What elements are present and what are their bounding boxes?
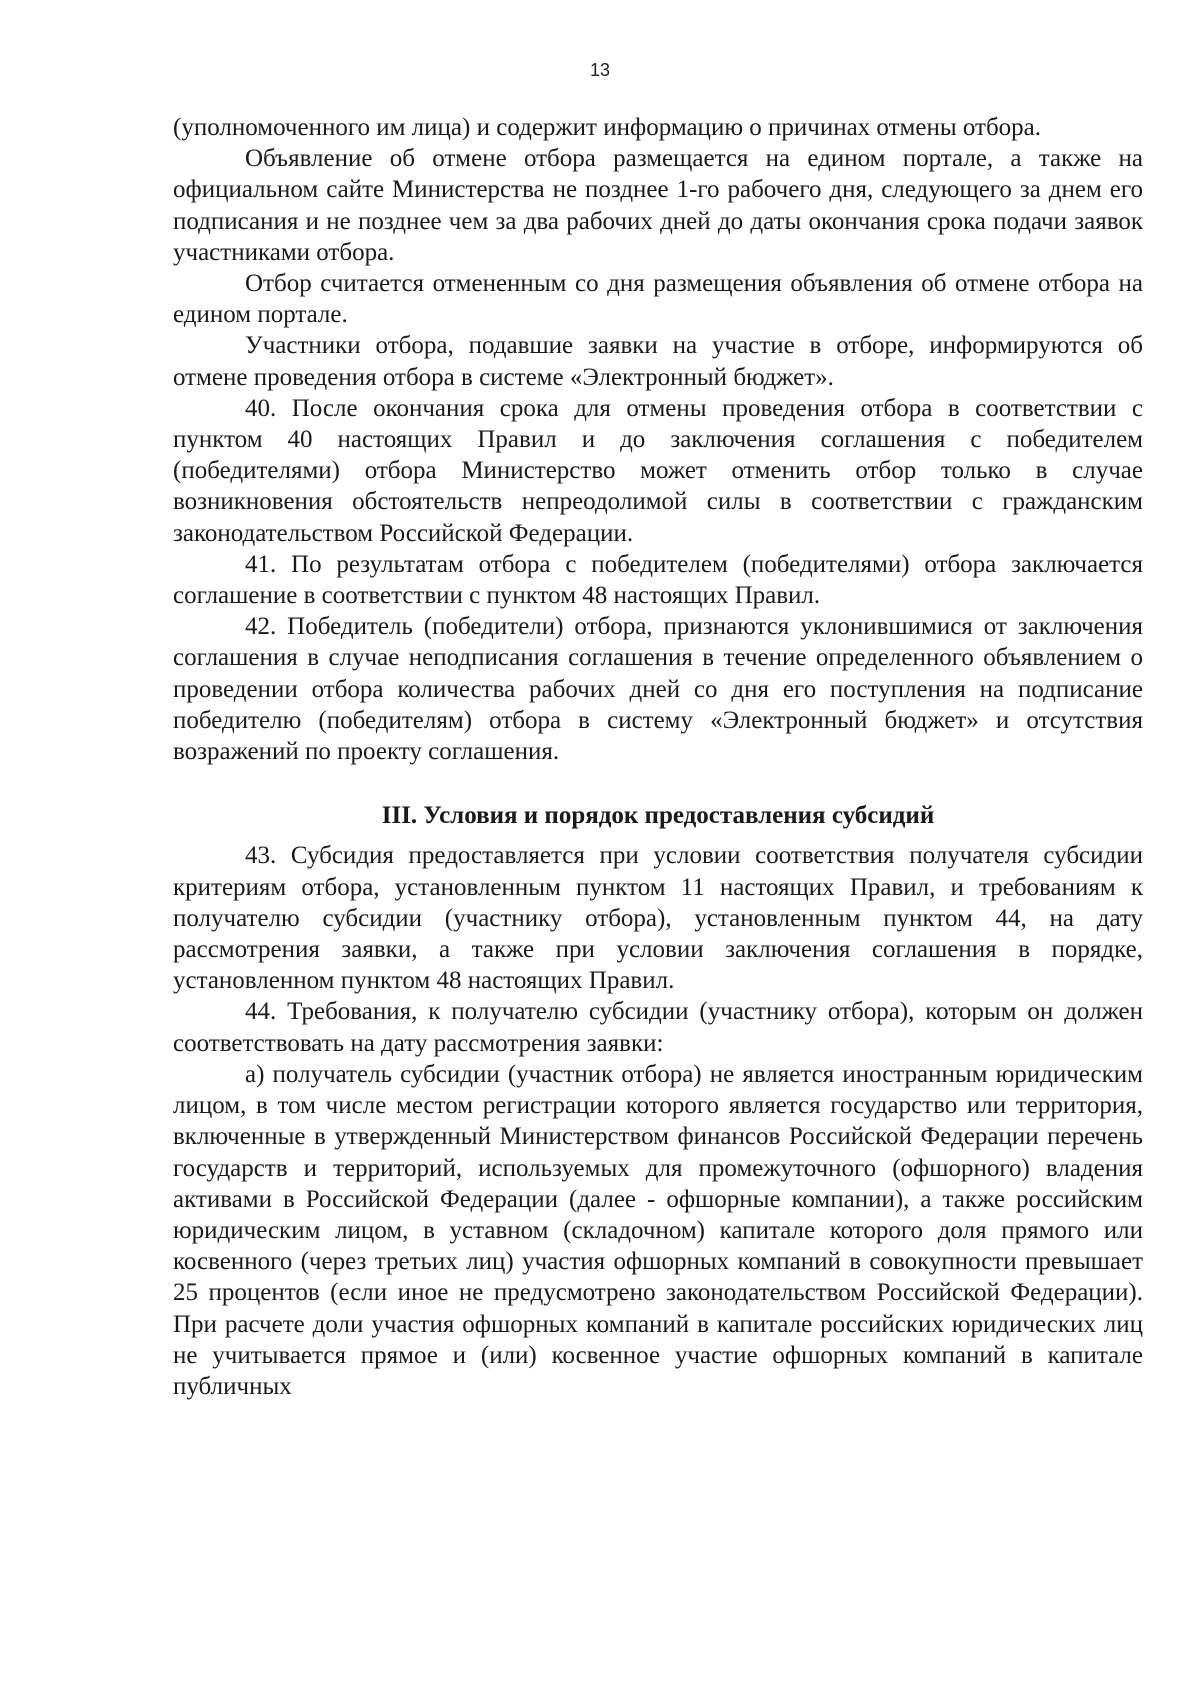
paragraph: Участники отбора, подавшие заявки на участие в отборе, информируются об отмене проведения отбора в системе «Электронный бюджет».	[173, 332, 1143, 391]
paragraph-clause-40: 40. После окончания срока для отмены проведения отбора в соответствии с пунктом 40 настоящих Правил и до заключения соглашения с победителем (победителями) отбора Министерство может отменить отбор только в случае возникновения обстоятельств непреодолимой силы в соответствии с гражданским законодательством Российской Федерации.	[173, 394, 1143, 547]
paragraphs-after-section	[173, 840, 1143, 1402]
section-heading: III. Условия и порядок предоставления субсидий	[381, 802, 935, 830]
paragraph-clause-42: 42. Победитель (победители) отбора, признаются уклонившимися от заключения соглашения в случае неподписания соглашения в течение определенного объявлением о проведении отбора количества рабочих дней со дня его поступления на подписание победителю (победителям) отбора в систему «Электронный бюджет» и отсутствия возражений по проекту соглашения.	[173, 613, 1143, 766]
page-number: 13	[589, 60, 611, 80]
paragraph: Отбор считается отмененным со дня размещения объявления об отмене отбора на едином портале.	[173, 270, 1143, 329]
paragraph-clause-43: 43. Субсидия предоставляется при условии соответствия получателя субсидии критериям отбора, установленным пунктом 11 настоящих Правил, и требованиям к получателю субсидии (участнику отбора), установленным пунктом 44, на дату рассмотрения заявки, а также при условии заключения соглашения в порядке, установленном пунктом 48 настоящих Правил.	[173, 842, 1143, 995]
paragraph: (уполномоченного им лица) и содержит информацию о причинах отмены отбора.	[173, 114, 1042, 141]
paragraph: Объявление об отмене отбора размещается на едином портале, а также на официальном сайте Министерства не позднее 1-го рабочего дня, следующего за днем его подписания и не позднее чем за два рабочих дней до даты окончания срока подачи заявок участниками отбора.	[173, 145, 1143, 266]
paragraph-clause-41: 41. По результатам отбора с победителем (победителями) отбора заключается соглашение в соответствии с пунктом 48 настоящих Правил.	[173, 550, 1143, 610]
paragraphs-before-section	[173, 112, 1143, 767]
paragraph-clause-44: 44. Требования, к получателю субсидии (участнику отбора), которым он должен соответствовать на дату рассмотрения заявки:	[173, 998, 1143, 1057]
document-body	[173, 112, 1143, 1402]
paragraph-subclause-a: а) получатель субсидии (участник отбора) не является иностранным юридическим лицом, в том числе местом регистрации которого является государство или территория, включенные в утвержденный Министерством финансов Российской Федерации перечень государств и территорий, используемых для промежуточного (офшорного) владения активами в Российской Федерации (далее - офшорные компании), а также российским юридическим лицом, в уставном (складочном) капитале которого доля прямого или косвенного (через третьих лиц) участия офшорных компаний в совокупности превышает 25 процентов (если иное не предусмотрено законодательством Российской Федерации). При расчете доли участия офшорных компаний в капитале российских юридических лиц не учитывается прямое и (или) косвенное участие офшорных компаний в капитале публичных	[173, 1060, 1143, 1400]
